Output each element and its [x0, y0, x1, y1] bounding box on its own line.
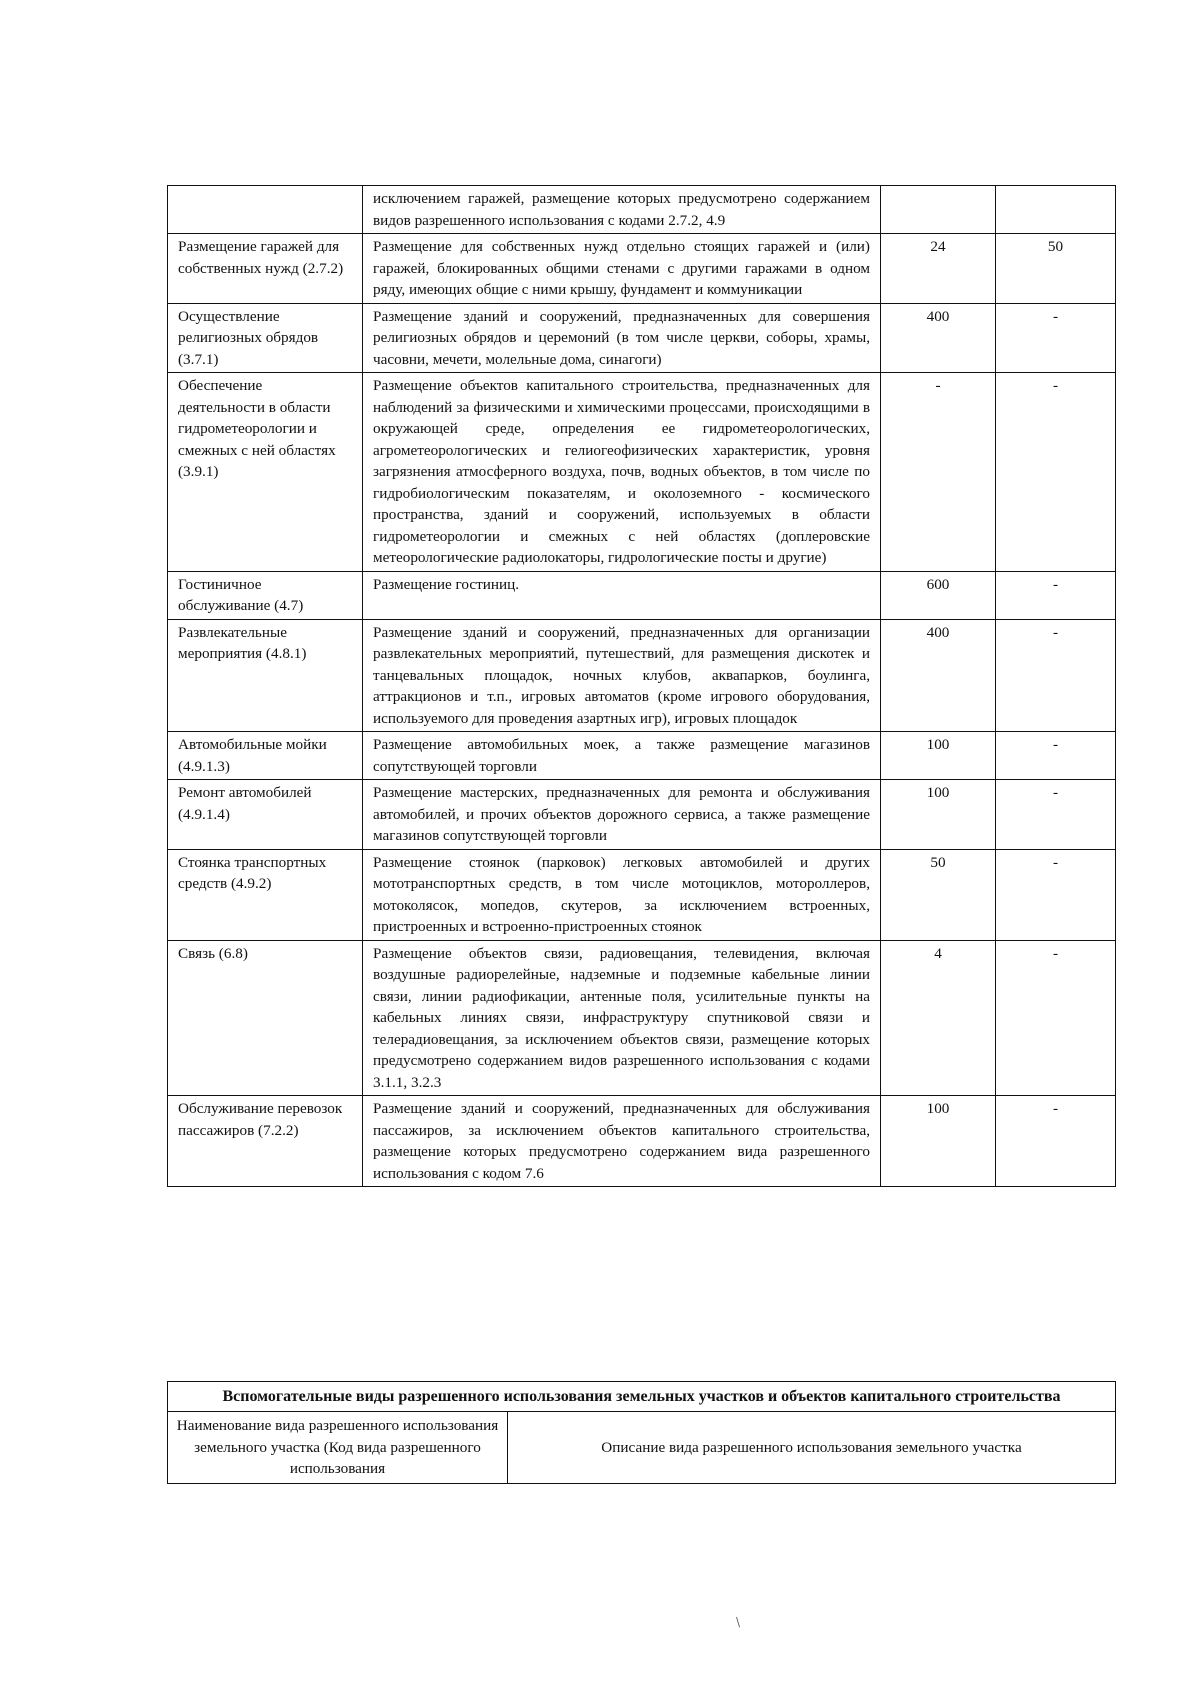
use-name-cell: Автомобильные мойки (4.9.1.3) — [168, 732, 363, 780]
table-row — [168, 1096, 1116, 1187]
table-row — [168, 849, 1116, 940]
use-description-cell: Размещение зданий и сооружений, предназначенных для организации развлекательных мероприятий, путешествий, для размещения дискотек и танцевальных площадок, ночных клубов, аквапарков, боулинга, аттракционов и т.п., игровых автоматов (кроме игрового оборудования, используемого для проведения азартных игр), игровых площадок — [363, 619, 881, 732]
max-area-cell: - — [996, 849, 1116, 940]
max-area-cell: - — [996, 940, 1116, 1096]
max-area-cell — [996, 186, 1116, 234]
min-area-cell: 24 — [881, 234, 996, 304]
use-description-cell: Размещение зданий и сооружений, предназначенных для обслуживания пассажиров, за исключением объектов капитального строительства, размещение которых предусмотрено содержанием вида разрешенного использования с кодом 7.6 — [363, 1096, 881, 1187]
use-name-cell: Размещение гаражей для собственных нужд (2.7.2) — [168, 234, 363, 304]
max-area-cell: 50 — [996, 234, 1116, 304]
min-area-cell: 400 — [881, 303, 996, 373]
table-row — [168, 234, 1116, 304]
table-row — [168, 303, 1116, 373]
max-area-cell: - — [996, 619, 1116, 732]
use-description-cell: Размещение для собственных нужд отдельно стоящих гаражей и (или) гаражей, блокированных общими стенами с другими гаражами в одном ряду, имеющих общие с ними крышу, фундамент и коммуникации — [363, 234, 881, 304]
use-name-cell: Обеспечение деятельности в области гидрометеорологии и смежных с ней областях (3.9.1) — [168, 373, 363, 572]
auxiliary-uses-table — [167, 1381, 1116, 1484]
min-area-cell: 4 — [881, 940, 996, 1096]
use-name-cell: Ремонт автомобилей (4.9.1.4) — [168, 780, 363, 850]
land-use-table-body — [168, 186, 1116, 1187]
min-area-cell: 100 — [881, 732, 996, 780]
min-area-cell: 100 — [881, 1096, 996, 1187]
table-row — [168, 780, 1116, 850]
use-name-cell: Развлекательные мероприятия (4.8.1) — [168, 619, 363, 732]
min-area-cell: - — [881, 373, 996, 572]
use-name-cell: Связь (6.8) — [168, 940, 363, 1096]
use-name-cell — [168, 186, 363, 234]
table-row — [168, 571, 1116, 619]
auxiliary-title-row — [168, 1382, 1116, 1412]
use-description-cell: Размещение объектов связи, радиовещания, телевидения, включая воздушные радиорелейные, надземные и подземные кабельные линии связи, линии радиофикации, антенные поля, усилительные пункты на кабельных линиях связи, инфраструктуру спутниковой связи и телерадиовещания, за исключением объектов связи, размещение которых предусмотрено содержанием видов разрешенного использования с кодами 3.1.1, 3.2.3 — [363, 940, 881, 1096]
use-name-cell: Гостиничное обслуживание (4.7) — [168, 571, 363, 619]
max-area-cell: - — [996, 732, 1116, 780]
use-description-cell: Размещение автомобильных моек, а также размещение магазинов сопутствующей торговли — [363, 732, 881, 780]
min-area-cell: 600 — [881, 571, 996, 619]
use-name-cell: Осуществление религиозных обрядов (3.7.1) — [168, 303, 363, 373]
scan-mark: \ — [736, 1615, 741, 1629]
max-area-cell: - — [996, 780, 1116, 850]
use-description-cell: Размещение мастерских, предназначенных для ремонта и обслуживания автомобилей, и прочих объектов дорожного сервиса, а также размещение магазинов сопутствующей торговли — [363, 780, 881, 850]
max-area-cell: - — [996, 1096, 1116, 1187]
table-row — [168, 373, 1116, 572]
auxiliary-table-title: Вспомогательные виды разрешенного использования земельных участков и объектов капитального строительства — [168, 1382, 1116, 1412]
use-name-cell: Обслуживание перевозок пассажиров (7.2.2) — [168, 1096, 363, 1187]
table-row — [168, 619, 1116, 732]
min-area-cell: 100 — [881, 780, 996, 850]
min-area-cell: 400 — [881, 619, 996, 732]
auxiliary-header-row — [168, 1412, 1116, 1484]
use-description-cell: Размещение зданий и сооружений, предназначенных для совершения религиозных обрядов и церемоний (в том числе церкви, соборы, храмы, часовни, мечети, молельные дома, синагоги) — [363, 303, 881, 373]
table-row — [168, 732, 1116, 780]
auxiliary-col2-header: Описание вида разрешенного использования земельного участка — [508, 1412, 1116, 1484]
use-description-cell: Размещение стоянок (парковок) легковых автомобилей и других мототранспортных средств, в том числе мотоциклов, мотороллеров, мотоколясок, мопедов, скутеров, за исключением встроенных, пристроенных и встроенно-пристроенных стоянок — [363, 849, 881, 940]
max-area-cell: - — [996, 571, 1116, 619]
use-description-cell: Размещение гостиниц. — [363, 571, 881, 619]
min-area-cell: 50 — [881, 849, 996, 940]
min-area-cell — [881, 186, 996, 234]
land-use-table — [167, 185, 1116, 1187]
table-row — [168, 940, 1116, 1096]
table-row — [168, 186, 1116, 234]
use-description-cell: Размещение объектов капитального строительства, предназначенных для наблюдений за физическими и химическими процессами, происходящими в окружающей среде, определения ее гидрометеорологических, агрометеорологических и гелиогеофизических характеристик, уровня загрязнения атмосферного воздуха, почв, водных объектов, в том числе по гидробиологическим показателям, и околоземного - космического пространства, зданий и сооружений, используемых в области гидрометеорологии и смежных с ней областях (доплеровские метеорологические радиолокаторы, гидрологические посты и другие) — [363, 373, 881, 572]
max-area-cell: - — [996, 373, 1116, 572]
max-area-cell: - — [996, 303, 1116, 373]
auxiliary-col1-header: Наименование вида разрешенного использования земельного участка (Код вида разрешенного использования — [168, 1412, 508, 1484]
use-description-cell: исключением гаражей, размещение которых предусмотрено содержанием видов разрешенного использования с кодами 2.7.2, 4.9 — [363, 186, 881, 234]
use-name-cell: Стоянка транспортных средств (4.9.2) — [168, 849, 363, 940]
